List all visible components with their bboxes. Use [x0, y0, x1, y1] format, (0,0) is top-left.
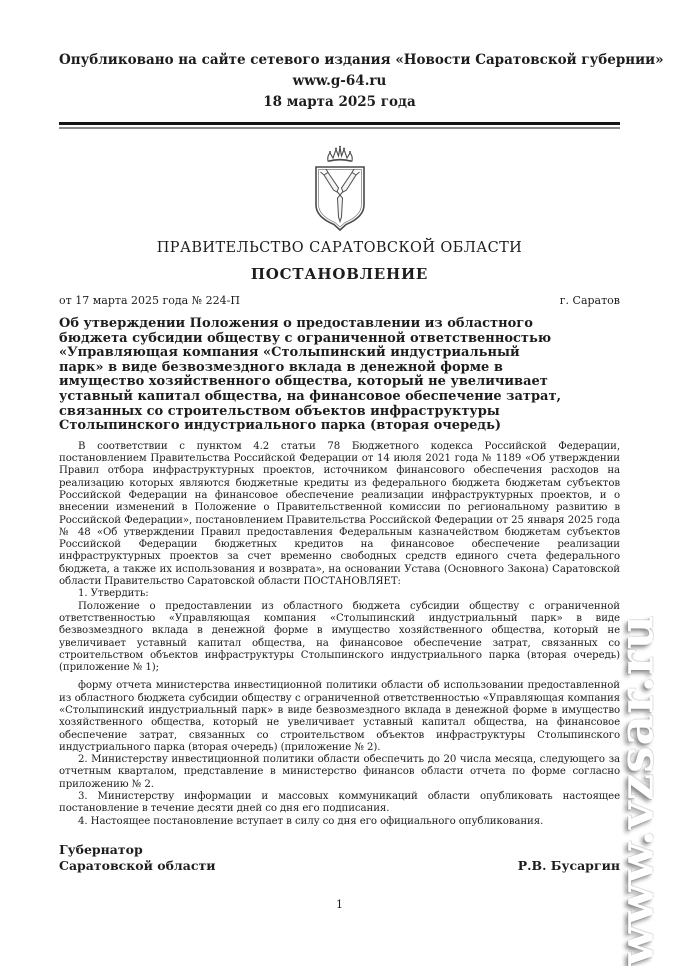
signature-block — [59, 842, 620, 875]
signature-post — [59, 842, 215, 875]
publication-date: 18 марта 2025 года — [263, 94, 416, 110]
document-body — [59, 441, 620, 828]
page-number: 1 — [336, 898, 343, 911]
signature-post-line-1: Губернатор — [59, 841, 143, 857]
body-paragraph-item-3: 3. Министерству информации и массовых коммуникаций области опубликовать настоящее постановление в течение десяти дней со дня его подписания. — [59, 791, 620, 815]
document-type-heading: ПОСТАНОВЛЕНИЕ — [250, 265, 429, 283]
double-rule-divider — [59, 122, 620, 129]
vzsar-watermark: www.vzsar.ru — [609, 614, 665, 966]
document-date-number: от 17 марта 2025 года № 224-П — [59, 294, 240, 307]
body-paragraph-annex-2: форму отчета министерства инвестиционной политики области об использовании предоставленной из областного бюджета субсидии обществу с ограниченной ответственностью «Управляющая компания «Столыпинский индустриальный парк» в виде безвозмездного вклада в денежной форме в имущество хозяйственного общества, который не увеличивает уставный капитал общества, на финансовое обеспечение затрат, связанных со строительством объектов инфраструктуры Столыпинского индустриального парка (вторая очередь) (приложение № 2). — [59, 680, 620, 753]
publication-header — [59, 50, 664, 113]
body-paragraph-item-1: 1. Утвердить: — [78, 588, 149, 600]
emblem-container — [59, 145, 620, 233]
body-paragraph-annex-1: Положение о предоставлении из областного бюджета субсидии обществу с ограниченной ответственностью «Управляющая компания «Столыпинский индустриальный парк» в виде безвозмездного вклада в денежной форме в имущество хозяйственного общества, который не увеличивает уставный капитал общества, на финансовое обеспечение затрат, связанных со строительством объектов инфраструктуры Столыпинского индустриального парка (вторая очередь) (приложение № 1); — [59, 600, 620, 674]
body-paragraph-item-4: 4. Настоящее постановление вступает в силу со дня его официального опубликования. — [78, 815, 544, 827]
document-title: Об утверждении Положения о предоставлении из областного бюджета субсидии обществу с ограниченной ответственностью «Управляющая компания «Столыпинский индустриальный парк» в виде безвозмездного вклада в денежной форме в имущество хозяйственного общества, который не увеличивает уставный капитал общества, на финансовое обеспечение затрат, связанных со строительством объектов инфраструктуры Столыпинского индустриального парка (вторая очередь) — [59, 316, 562, 434]
saratov-oblast-coat-of-arms-icon — [302, 145, 378, 233]
body-paragraph-item-2: 2. Министерству инвестиционной политики области обеспечить до 20 числа месяца, следующего за отчетным кварталом, представление в министерство финансов области отчета по форме согласно приложению № 2. — [59, 754, 620, 790]
organization-name: ПРАВИТЕЛЬСТВО САРАТОВСКОЙ ОБЛАСТИ — [156, 240, 523, 256]
date-row — [59, 294, 620, 307]
publication-source: Опубликовано на сайте сетевого издания «Новости Саратовской губернии» — [59, 52, 664, 68]
signature-name: Р.В. Бусаргин — [517, 858, 620, 874]
body-paragraph-preamble: В соответствии с пунктом 4.2 статьи 78 Бюджетного кодекса Российской Федерации, постановлением Правительства Российской Федерации от 14 июля 2021 года № 1189 «Об утверждении Правил отбора инфраструктурных проектов, источником финансового обеспечения расходов на реализацию которых являются бюджетные кредиты из федерального бюджета бюджетам субъектов Российской Федерации на финансовое обеспечение реализации инфраструктурных проектов, и о внесении изменений в Положение о Правительственной комиссии по региональному развитию в Российской Федерации», постановлением Правительства Российской Федерации от 25 января 2025 года № 48 «Об утверждении Правил предоставления Федеральным казначейством бюджетам субъектов Российской Федерации бюджетных кредитов на финансовое обеспечение реализации инфраструктурных проектов за счет временно свободных средств единого счета федерального бюджета, а также их использования и возврата», на основании Устава (Основного Закона) Саратовской области Правительство Саратовской области ПОСТАНОВЛЯЕТ: — [59, 440, 620, 588]
publication-site-url: www.g-64.ru — [292, 73, 387, 89]
signature-post-line-2: Саратовской области — [59, 858, 216, 874]
document-place: г. Саратов — [559, 294, 620, 307]
